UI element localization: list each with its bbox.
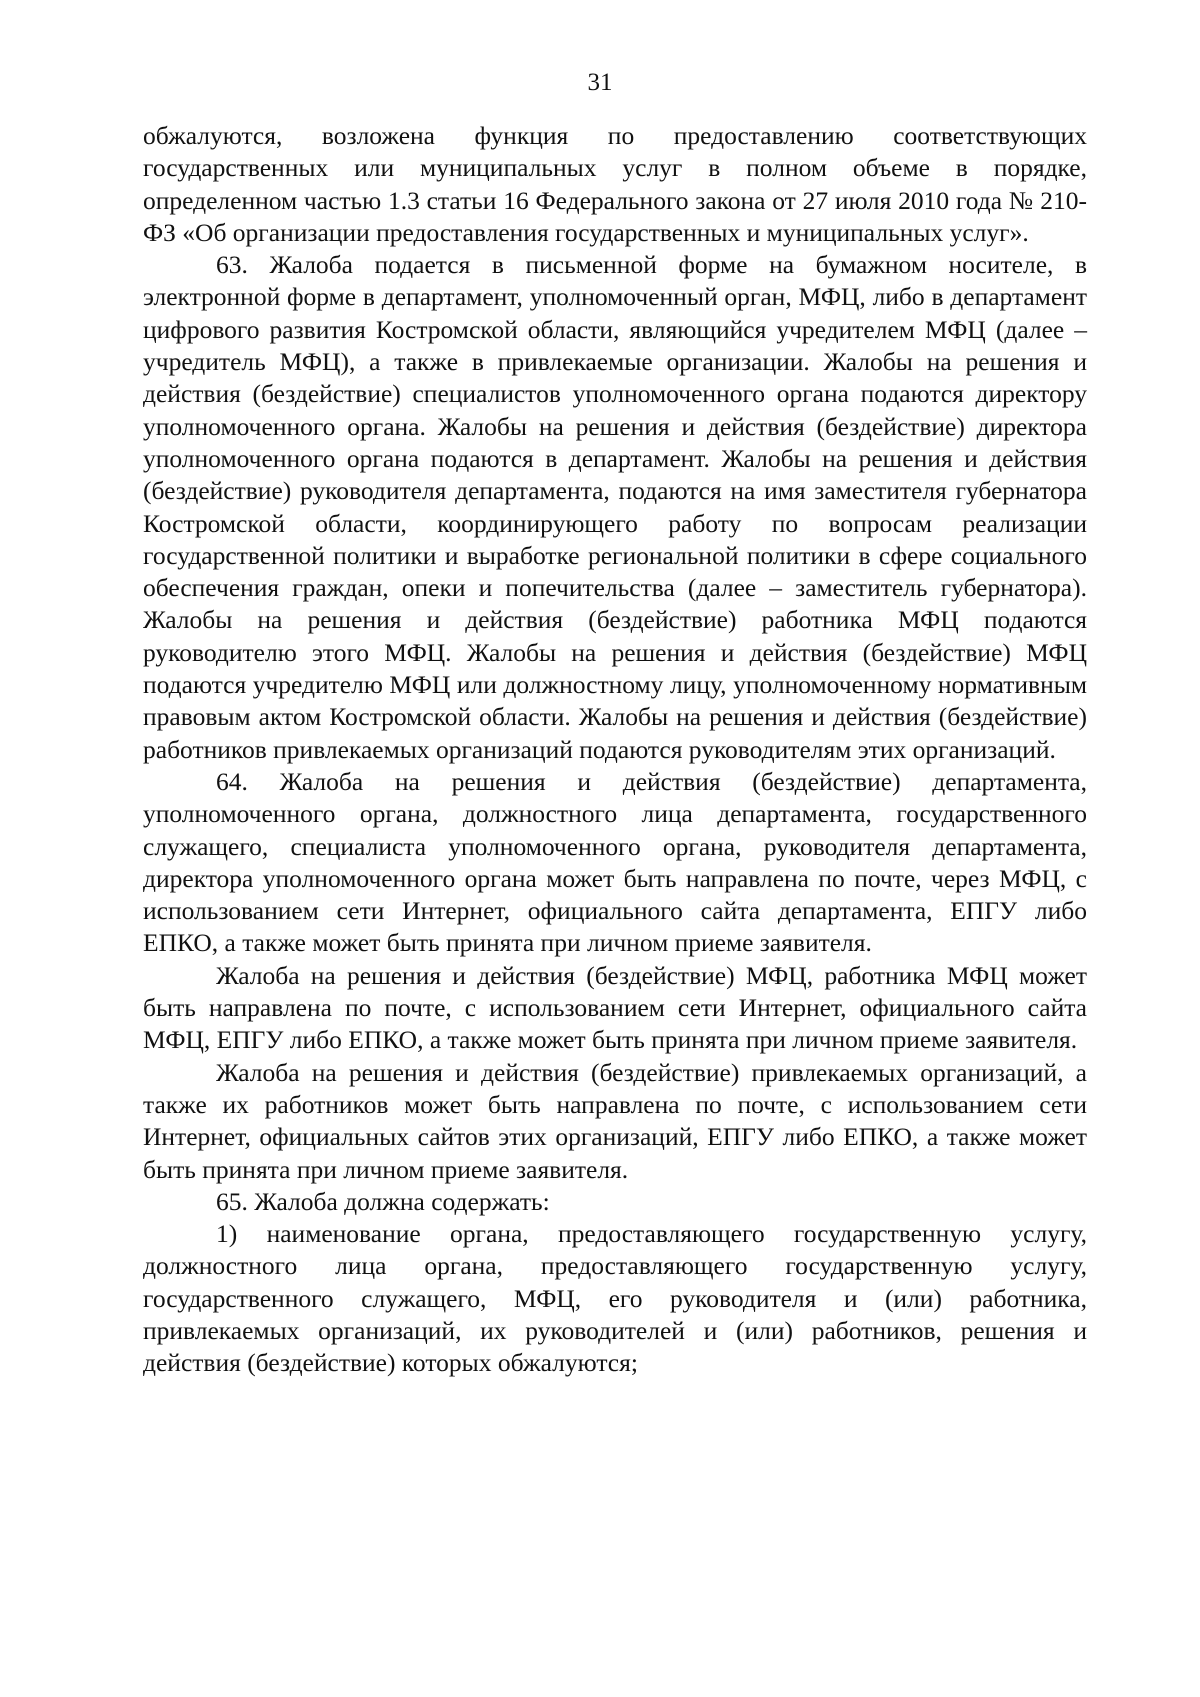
- paragraph-65: 65. Жалоба должна содержать:: [216, 1186, 550, 1216]
- paragraph-continuation: обжалуются, возложена функция по предоставлению соответствующих государственных или муниципальных услуг в полном объеме в порядке, определенном частью 1.3 статьи 16 Федерального закона от 27 июля 2010 года № 210-ФЗ «Об организации предоставления государственных и муниципальных услуг».: [143, 121, 1087, 247]
- document-body: [143, 120, 1087, 1380]
- paragraph-63: 63. Жалоба подается в письменной форме на бумажном носителе, в электронной форме в департамент, уполномоченный орган, МФЦ, либо в департамент цифрового развития Костромской области, являющийся учредителем МФЦ (далее – учредитель МФЦ), а также в привлекаемые организации. Жалобы на решения и действия (бездействие) специалистов уполномоченного органа подаются директору уполномоченного органа. Жалобы на решения и действия (бездействие) директора уполномоченного органа подаются в департамент. Жалобы на решения и действия (бездействие) руководителя департамента, подаются на имя заместителя губернатора Костромской области, координирующего работу по вопросам реализации государственной политики и выработке региональной политики в сфере социального обеспечения граждан, опеки и попечительства (далее – заместитель губернатора). Жалобы на решения и действия (бездействие) работника МФЦ подаются руководителю этого МФЦ. Жалобы на решения и действия (бездействие) МФЦ подаются учредителю МФЦ или должностному лицу, уполномоченному нормативным правовым актом Костромской области. Жалобы на решения и действия (бездействие) работников привлекаемых организаций подаются руководителям этих организаций.: [143, 250, 1087, 764]
- paragraph-65-item-1: 1) наименование органа, предоставляющего государственную услугу, должностного лица органа, предоставляющего государственную услугу, государственного служащего, МФЦ, его руководителя и (или) работника, привлекаемых организаций, их руководителей и (или) работников, решения и действия (бездействие) которых обжалуются;: [143, 1219, 1087, 1378]
- page-number: 31: [587, 69, 613, 96]
- paragraph-64-organizations: Жалоба на решения и действия (бездействие) привлекаемых организаций, а также их работников может быть направлена по почте, с использованием сети Интернет, официальных сайтов этих организаций, ЕПГУ либо ЕПКО, а также может быть принята при личном приеме заявителя.: [143, 1057, 1087, 1184]
- paragraph-64: 64. Жалоба на решения и действия (бездействие) департамента, уполномоченного органа, должностного лица департамента, государственного служащего, специалиста уполномоченного органа, руководителя департамента, директора уполномоченного органа может быть направлена по почте, через МФЦ, с использованием сети Интернет, официального сайта департамента, ЕПГУ либо ЕПКО, а также может быть принята при личном приеме заявителя.: [143, 766, 1087, 958]
- paragraph-64-mfc: Жалоба на решения и действия (бездействие) МФЦ, работника МФЦ может быть направлена по почте, с использованием сети Интернет, официального сайта МФЦ, ЕПГУ либо ЕПКО, а также может быть принята при личном приеме заявителя.: [143, 960, 1087, 1055]
